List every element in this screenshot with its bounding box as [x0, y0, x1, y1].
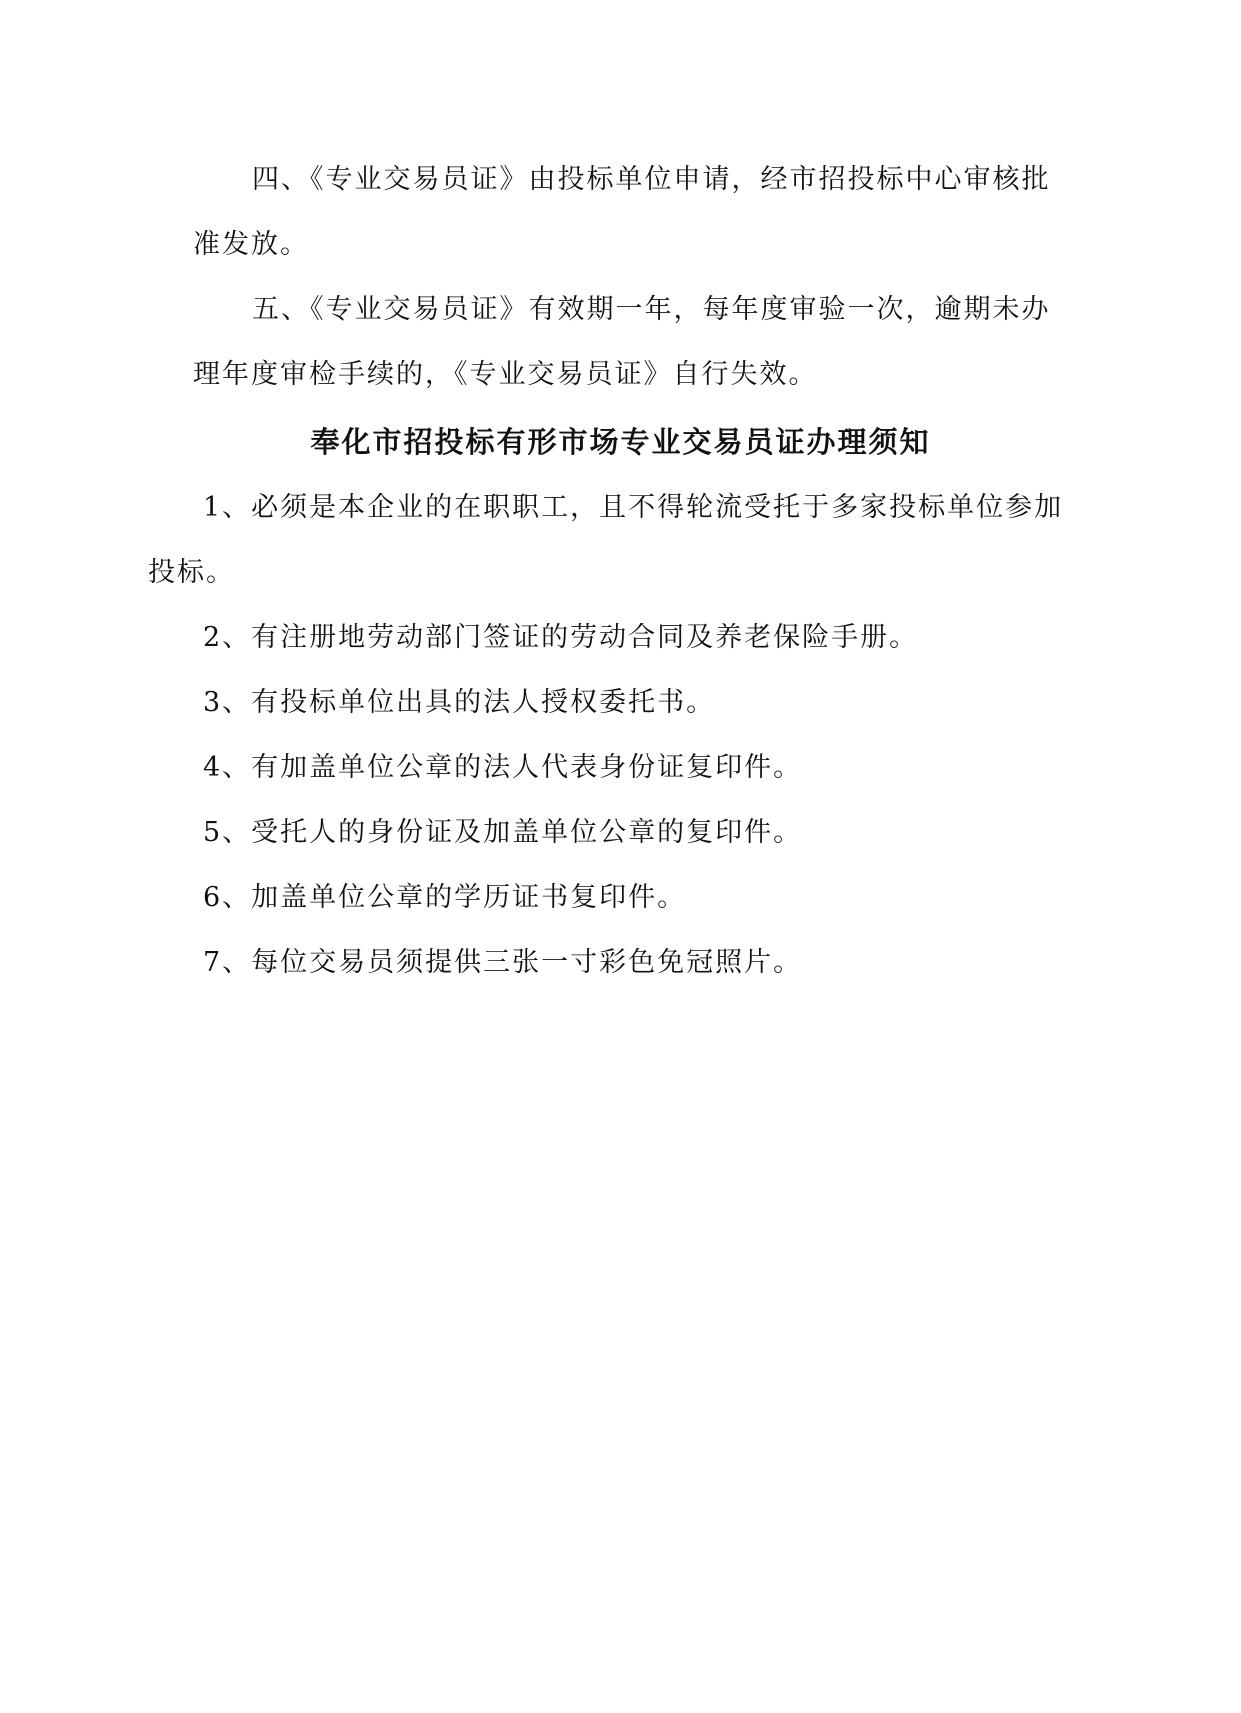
section-heading: 奉化市招投标有形市场专业交易员证办理须知 [310, 425, 931, 459]
paragraph-four-line-1: 四、《专业交易员证》由投标单位申请，经市招投标中心审核批 [252, 164, 1051, 195]
list-item-6: 6、加盖单位公章的学历证书复印件。 [203, 882, 687, 913]
paragraph-five-line-1: 五、《专业交易员证》有效期一年，每年度审验一次，逾期未办 [252, 294, 1051, 325]
paragraph-five-line-2: 理年度审检手续的，《专业交易员证》自行失效。 [193, 359, 818, 390]
list-item-1-line-1: 1、必须是本企业的在职职工，且不得轮流受托于多家投标单位参加 [203, 492, 1064, 523]
list-item-3: 3、有投标单位出具的法人授权委托书。 [203, 687, 716, 718]
paragraph-four-line-2: 准发放。 [193, 229, 309, 260]
list-item-1-line-2: 投标。 [148, 557, 235, 588]
list-item-7: 7、每位交易员须提供三张一寸彩色免冠照片。 [203, 947, 803, 978]
list-item-4: 4、有加盖单位公章的法人代表身份证复印件。 [203, 752, 803, 783]
list-item-5: 5、受托人的身份证及加盖单位公章的复印件。 [203, 817, 803, 848]
list-item-2: 2、有注册地劳动部门签证的劳动合同及养老保险手册。 [203, 622, 919, 653]
